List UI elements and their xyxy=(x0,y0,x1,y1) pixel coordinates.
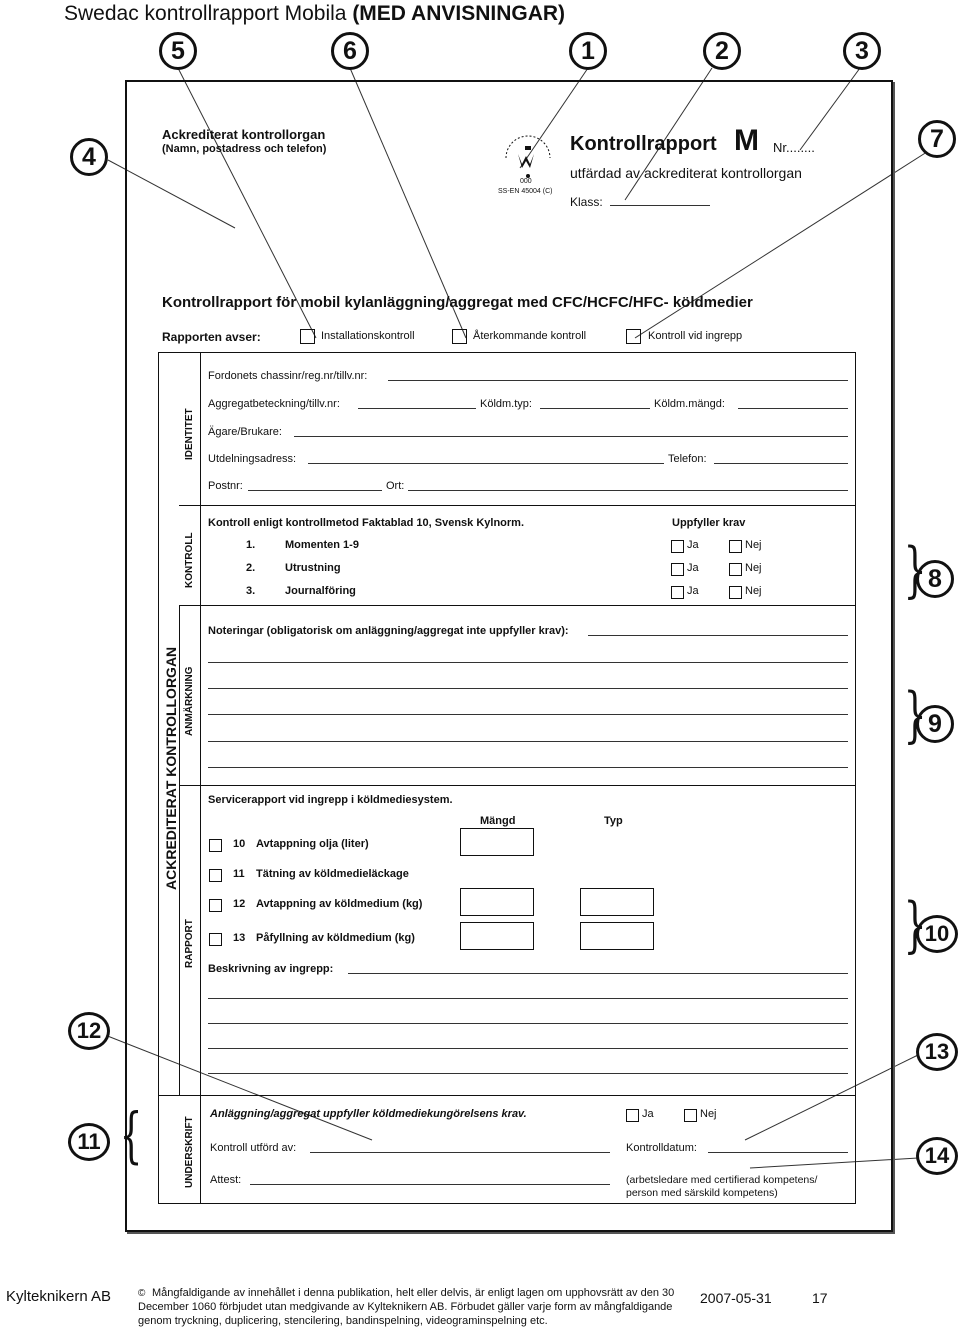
description-line[interactable] xyxy=(208,998,848,999)
city-field[interactable] xyxy=(408,490,848,491)
postnr-field[interactable] xyxy=(248,490,382,491)
class-field[interactable] xyxy=(610,205,710,206)
brace-11: } xyxy=(119,1105,143,1175)
service-10-amount-input[interactable] xyxy=(460,828,534,856)
compliance-yes-checkbox[interactable] xyxy=(626,1109,639,1122)
refrig-type-label: Köldm.typ: xyxy=(480,398,532,410)
remark-line[interactable] xyxy=(208,767,848,768)
service-12-type-input[interactable] xyxy=(580,888,654,916)
divider-remark xyxy=(179,785,856,786)
option-intervention: Kontroll vid ingrepp xyxy=(648,330,743,342)
no-label: Nej xyxy=(745,539,762,551)
logo-standard: SS-EN 45004 (C) xyxy=(498,188,553,195)
service-item-num: 11 xyxy=(233,868,245,880)
unit-field[interactable] xyxy=(358,408,476,409)
compliance-statement: Anläggning/aggregat uppfyller köldmediekungörelsens krav. xyxy=(210,1108,527,1120)
org-subtitle: (Namn, postadress och telefon) xyxy=(162,143,327,155)
section-signature: UNDERSKRIFT xyxy=(184,1116,195,1188)
description-line[interactable] xyxy=(208,1048,848,1049)
control-heading: Kontroll enligt kontrollmetod Faktablad 10, Svensk Kylnorm. xyxy=(208,517,524,529)
swedac-logo xyxy=(498,128,558,198)
service-10-checkbox[interactable] xyxy=(209,839,222,852)
control-2-no-checkbox[interactable] xyxy=(729,563,742,576)
callout-7: 7 xyxy=(918,120,956,158)
footer-date: 2007-05-31 xyxy=(700,1290,772,1306)
issued-by: utfärdad av ackrediterat kontrollorgan xyxy=(570,165,802,181)
copyright-line-3: genom tryckning, duplicering, stencilering, bandinspelning, videograminspelning etc. xyxy=(138,1315,548,1327)
attest-field[interactable] xyxy=(250,1184,610,1185)
form-title: Kontrollrapport för mobil kylanläggning/aggregat med CFC/HCFC/HFC- köldmedier xyxy=(162,294,753,311)
brace-9: } xyxy=(903,680,927,750)
postnr-label: Postnr: xyxy=(208,480,243,492)
compliance-yes-label: Ja xyxy=(642,1108,654,1120)
yes-label: Ja xyxy=(687,539,699,551)
control-3-no-checkbox[interactable] xyxy=(729,586,742,599)
no-label: Nej xyxy=(745,585,762,597)
attest-label: Attest: xyxy=(210,1174,242,1186)
class-label: Klass: xyxy=(570,195,603,209)
section-control: KONTROLL xyxy=(184,532,195,588)
checkbox-recurring[interactable] xyxy=(452,329,467,344)
callout-6: 6 xyxy=(331,32,369,70)
service-11-checkbox[interactable] xyxy=(209,869,222,882)
service-item-num: 12 xyxy=(233,898,246,910)
callout-8: 8 xyxy=(916,560,954,598)
service-item-label: Avtappning av köldmedium (kg) xyxy=(256,898,423,910)
remark-line[interactable] xyxy=(208,662,848,663)
chassis-field[interactable] xyxy=(388,380,848,381)
service-item-label: Avtappning olja (liter) xyxy=(256,838,369,850)
control-1-yes-checkbox[interactable] xyxy=(671,540,684,553)
report-title: Kontrollrapport xyxy=(570,133,717,155)
option-recurring: Återkommande kontroll xyxy=(473,330,587,342)
report-letter: M xyxy=(734,124,759,157)
checkbox-installation[interactable] xyxy=(300,329,315,344)
unit-label: Aggregatbeteckning/tillv.nr: xyxy=(208,398,340,410)
refrig-amount-label: Köldm.mängd: xyxy=(654,398,725,410)
phone-field[interactable] xyxy=(714,463,848,464)
checkbox-intervention[interactable] xyxy=(626,329,641,344)
side-column-divider xyxy=(179,605,180,1095)
callout-1: 1 xyxy=(569,32,607,70)
footer-company: Kylteknikern AB xyxy=(6,1288,112,1305)
section-report: RAPPORT xyxy=(184,919,195,968)
callout-14: 14 xyxy=(916,1137,958,1175)
description-line[interactable] xyxy=(208,1073,848,1074)
control-3-yes-checkbox[interactable] xyxy=(671,586,684,599)
owner-field[interactable] xyxy=(294,436,848,437)
label-column-divider xyxy=(200,352,201,1204)
service-12-amount-input[interactable] xyxy=(460,888,534,916)
service-13-type-input[interactable] xyxy=(580,922,654,950)
yes-label: Ja xyxy=(687,562,699,574)
callout-3: 3 xyxy=(843,32,881,70)
control-date-field[interactable] xyxy=(708,1152,848,1153)
control-2-yes-checkbox[interactable] xyxy=(671,563,684,576)
address-label: Utdelningsadress: xyxy=(208,453,297,465)
option-installation: Installationskontroll xyxy=(321,330,415,342)
callout-4: 4 xyxy=(70,138,108,176)
no-label: Nej xyxy=(745,562,762,574)
org-title: Ackrediterat kontrollorgan xyxy=(162,127,326,142)
callout-13: 13 xyxy=(916,1033,958,1071)
callout-11: 11 xyxy=(68,1123,110,1161)
remark-label: Noteringar (obligatorisk om anläggning/aggregat inte uppfyller krav): xyxy=(208,625,569,637)
remark-line[interactable] xyxy=(208,688,848,689)
city-label: Ort: xyxy=(386,480,405,492)
service-heading: Servicerapport vid ingrepp i köldmediesystem. xyxy=(208,794,453,806)
callout-10: 10 xyxy=(916,915,958,953)
report-number: Nr........ xyxy=(773,140,815,155)
type-column-header: Typ xyxy=(604,815,623,827)
service-13-checkbox[interactable] xyxy=(209,933,222,946)
page-number: 17 xyxy=(812,1290,828,1306)
refrig-type-field[interactable] xyxy=(540,408,650,409)
refrig-amount-field[interactable] xyxy=(738,408,848,409)
control-item-label: Utrustning xyxy=(285,562,341,574)
report-about-label: Rapporten avser: xyxy=(162,330,261,344)
remark-line[interactable] xyxy=(208,714,848,715)
done-by-label: Kontroll utförd av: xyxy=(210,1142,297,1154)
divider-report xyxy=(158,1095,856,1096)
attest-note-2: person med särskild kompetens) xyxy=(626,1187,778,1199)
side-label-org: ACKREDITERAT KONTROLLORGAN xyxy=(163,646,179,890)
logo-number: 000 xyxy=(520,178,532,185)
brace-10: } xyxy=(903,890,927,960)
remark-field[interactable] xyxy=(588,635,848,636)
chassis-label: Fordonets chassinr/reg.nr/tillv.nr: xyxy=(208,370,368,382)
callout-5: 5 xyxy=(159,32,197,70)
section-remark: ANMÄRKNING xyxy=(184,666,195,736)
control-item-label: Momenten 1-9 xyxy=(285,539,359,551)
service-12-checkbox[interactable] xyxy=(209,899,222,912)
yes-label: Ja xyxy=(687,585,699,597)
control-item-num: 3. xyxy=(246,585,256,597)
description-line[interactable] xyxy=(208,1023,848,1024)
service-item-label: Påfyllning av köldmedium (kg) xyxy=(256,932,415,944)
attest-note-1: (arbetsledare med certifierad kompetens/ xyxy=(626,1174,818,1186)
brace-8: } xyxy=(903,535,927,605)
service-item-num: 10 xyxy=(233,838,246,850)
service-13-amount-input[interactable] xyxy=(460,922,534,950)
copyright-symbol: © xyxy=(138,1288,146,1299)
divider-control xyxy=(179,605,856,606)
description-field[interactable] xyxy=(348,973,848,974)
remark-line[interactable] xyxy=(208,741,848,742)
service-item-num: 13 xyxy=(233,932,246,944)
meets-requirements-label: Uppfyller krav xyxy=(672,517,746,529)
service-item-label: Tätning av köldmedieläckage xyxy=(256,868,409,880)
form-table xyxy=(158,352,856,1204)
page-title: Swedac kontrollrapport Mobila (MED ANVISNINGAR) xyxy=(64,2,566,25)
copyright-line-1: Mångfaldigande av innehållet i denna publikation, helt eller delvis, är enligt lagen om upphovsrätt av den 30 xyxy=(152,1287,675,1299)
callout-12: 12 xyxy=(68,1012,110,1050)
done-by-field[interactable] xyxy=(310,1152,610,1153)
compliance-no-label: Nej xyxy=(700,1108,717,1120)
control-item-label: Journalföring xyxy=(285,585,356,597)
compliance-no-checkbox[interactable] xyxy=(684,1109,697,1122)
amount-column-header: Mängd xyxy=(480,815,516,827)
control-date-label: Kontrolldatum: xyxy=(626,1142,697,1154)
phone-label: Telefon: xyxy=(668,453,707,465)
owner-label: Ägare/Brukare: xyxy=(208,426,282,438)
address-field[interactable] xyxy=(308,463,664,464)
control-item-num: 1. xyxy=(246,539,256,551)
divider-identity xyxy=(179,505,856,506)
callout-9: 9 xyxy=(916,705,954,743)
control-item-num: 2. xyxy=(246,562,256,574)
section-identity: IDENTITET xyxy=(184,408,195,460)
description-label: Beskrivning av ingrepp: xyxy=(208,963,334,975)
callout-2: 2 xyxy=(703,32,741,70)
control-1-no-checkbox[interactable] xyxy=(729,540,742,553)
copyright-line-2: December 1060 förbjudet utan medgivande av Kylteknikern AB. Förbudet gäller varje form av mångfaldigande xyxy=(138,1301,673,1313)
